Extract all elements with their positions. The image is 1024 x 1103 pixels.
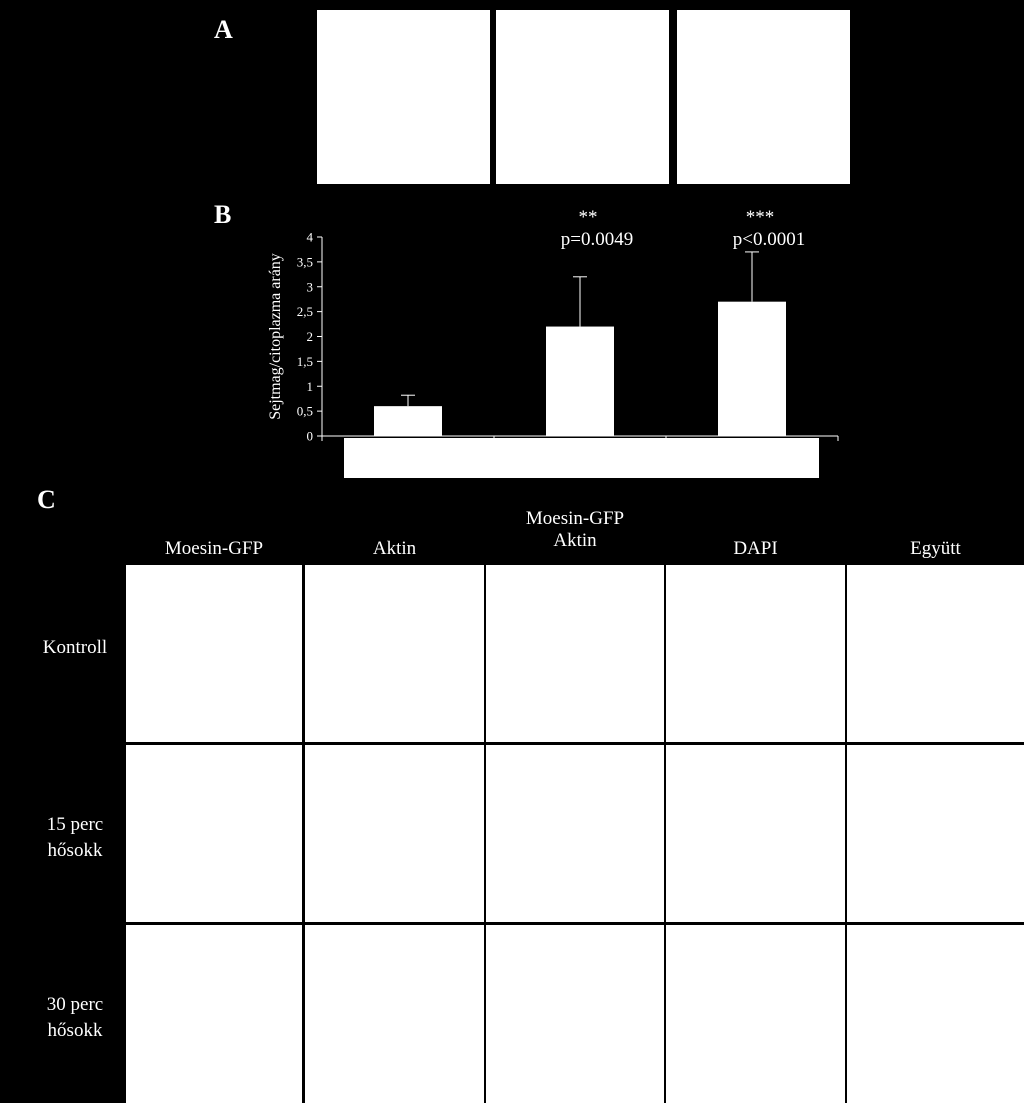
y-tick-label: 0 [306, 428, 313, 444]
panel-c-label: C [37, 485, 56, 514]
column-header-3: Moesin-GFP Aktin [525, 508, 625, 551]
bar-1 [374, 406, 442, 436]
grid-cell-r2-c4 [666, 745, 845, 922]
p-value-3: p<0.0001 [732, 229, 806, 250]
significance-stars-3: *** [745, 207, 775, 228]
y-tick-label: 3 [306, 279, 313, 295]
column-header-5: Együtt [910, 538, 961, 559]
row-label-2: 15 perc hősokk [46, 813, 104, 861]
grid-cell-r1-c4 [666, 565, 845, 742]
y-tick-label: 2,5 [296, 304, 313, 320]
y-tick-label: 1 [306, 378, 313, 394]
grid-cell-r3-c2 [305, 925, 484, 1103]
grid-cell-r3-c5 [847, 925, 1024, 1103]
grid-cell-r1-c5 [847, 565, 1024, 742]
grid-cell-r1-c3 [486, 565, 664, 742]
y-tick-label: 3,5 [296, 254, 313, 270]
grid-cell-r2-c5 [847, 745, 1024, 922]
column-header-4: DAPI [733, 538, 778, 559]
chart-category-box [344, 438, 819, 478]
grid-cell-r2-c1 [126, 745, 302, 922]
grid-cell-r2-c3 [486, 745, 664, 922]
panel-b-label: B [214, 200, 232, 229]
column-header-1: Moesin-GFP [164, 538, 264, 559]
y-tick-label: 4 [306, 229, 313, 245]
column-header-2: Aktin [372, 538, 417, 559]
bar-chart [0, 0, 1024, 490]
panel-a-label: A [214, 15, 233, 44]
grid-cell-r3-c4 [666, 925, 845, 1103]
grid-cell-r3-c3 [486, 925, 664, 1103]
grid-cell-r1-c2 [305, 565, 484, 742]
significance-stars-2: ** [578, 207, 598, 228]
y-tick-label: 2 [306, 329, 313, 344]
bar-3 [718, 302, 786, 436]
bar-2 [546, 327, 614, 436]
row-label-3: 30 perc hősokk [46, 994, 104, 1041]
p-value-2: p=0.0049 [560, 229, 634, 250]
y-tick-label: 0,5 [296, 403, 313, 419]
grid-cell-r1-c1 [126, 565, 302, 742]
row-label-1: Kontroll [42, 636, 108, 658]
y-tick-label: 1,5 [296, 353, 313, 369]
y-axis-label: Sejtmag/citoplazma arány [267, 253, 284, 420]
grid-cell-r2-c2 [305, 745, 484, 922]
grid-cell-r3-c1 [126, 925, 302, 1103]
